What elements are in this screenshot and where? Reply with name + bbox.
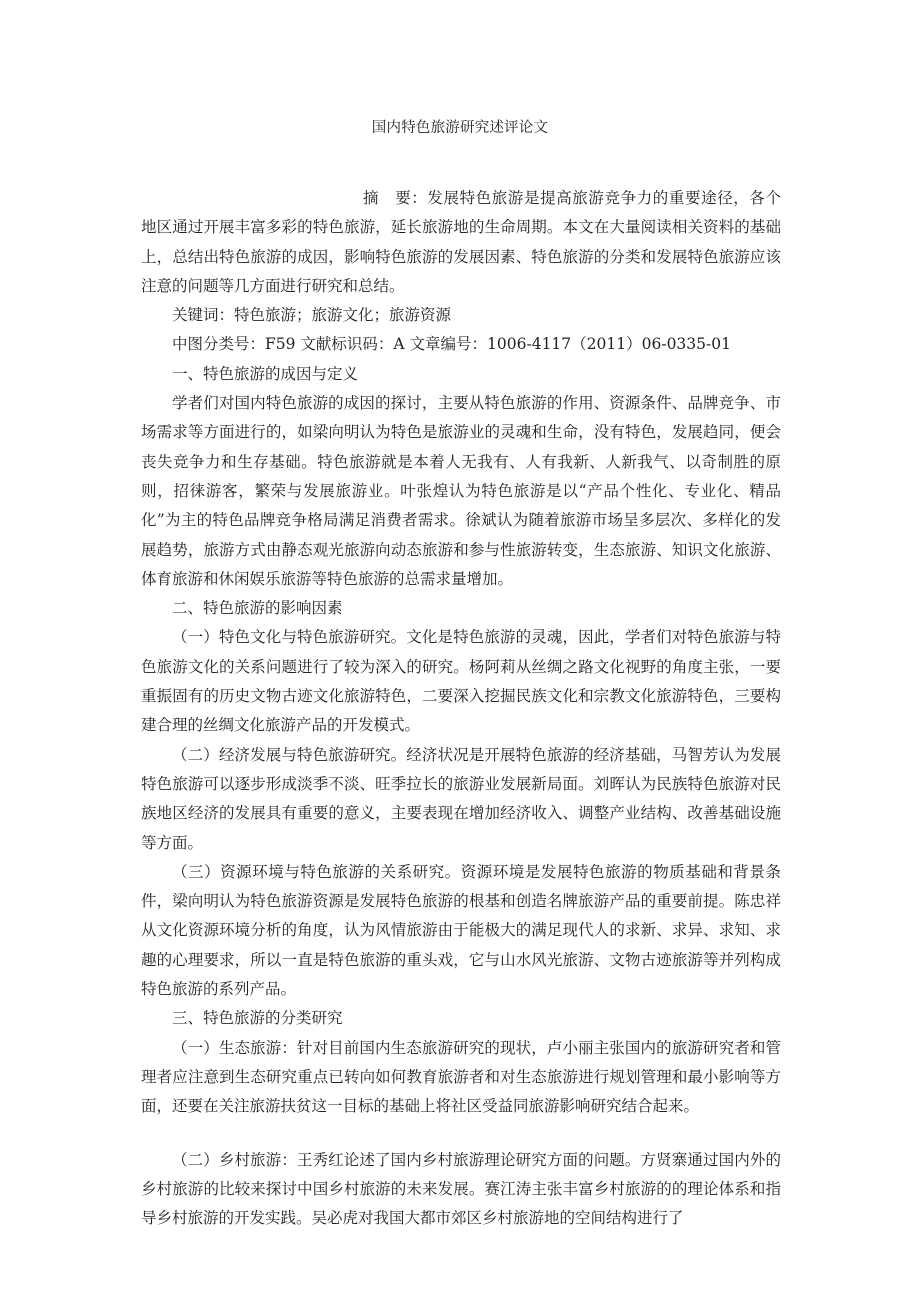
document-title: 国内特色旅游研究述评论文 (371, 120, 549, 136)
section-heading-2: 二、特色旅游的影响因素 (172, 599, 343, 618)
body-paragraph: （二）乡村旅游：王秀红论述了国内乡村旅游理论研究方面的问题。方贤寨通过国内外的乡村旅游的比较来探讨中国乡村旅游的未来发展。赛江涛主张丰富乡村旅游的的理论体系和指导乡村旅游的开发实践。吴必虎对我国大都市郊区乡村旅游地的空间结构进行了 (141, 1150, 781, 1228)
classification-line: 中图分类号：F59 文献标识码：A 文章编号：1006-4117（2011）06-0335-01 (172, 335, 731, 354)
body-paragraph: （一）特色文化与特色旅游研究。文化是特色旅游的灵魂，因此，学者们对特色旅游与特色旅游文化的关系问题进行了较为深入的研究。杨阿莉从丝绸之路文化视野的角度主张，一要重振固有的历史文物古迹文化旅游特色，二要深入挖掘民族文化和宗教文化旅游特色，三要构建合理的丝绸文化旅游产品的开发模式。 (141, 628, 781, 735)
section-heading-3: 三、特色旅游的分类研究 (172, 1009, 343, 1028)
abstract-paragraph: 摘 要：发展特色旅游是提高旅游竞争力的重要途径，各个地区通过开展丰富多彩的特色旅游，延长旅游地的生命周期。本文在大量阅读相关资料的基础上，总结出特色旅游的成因，影响特色旅游的发展因素、特色旅游的分类和发展特色旅游应该注意的问题等几方面进行研究和总结。 (141, 189, 781, 295)
body-paragraph: 学者们对国内特色旅游的成因的探讨，主要从特色旅游的作用、资源条件、品牌竞争、市场需求等方面进行的，如梁向明认为特色是旅游业的灵魂和生命，没有特色，发展趋同，便会丧失竞争力和生存基础。特色旅游就是本着人无我有、人有我新、人新我气、以奇制胜的原则，招徕游客，繁荣与发展旅游业。叶张煌认为特色旅游是以“产品个性化、专业化、精品化”为主的特色品牌竞争格局满足消费者需求。徐斌认为随着旅游市场呈多层次、多样化的发展趋势，旅游方式由静态观光旅游向动态旅游和参与性旅游转变，生态旅游、知识文化旅游、体育旅游和休闲娱乐旅游等特色旅游的总需求量增加。 (141, 394, 781, 588)
keywords-line: 关键词：特色旅游；旅游文化；旅游资源 (172, 306, 452, 325)
body-paragraph: （三）资源环境与特色旅游的关系研究。资源环境是发展特色旅游的物质基础和背景条件，梁向明认为特色旅游资源是发展特色旅游的根基和创造名牌旅游产品的重要前提。陈忠祥从文化资源环境分析的角度，认为风情旅游由于能极大的满足现代人的求新、求异、求知、求趣的心理要求，所以一直是特色旅游的重头戏，它与山水风光旅游、文物古迹旅游等并列构成特色旅游的系列产品。 (141, 862, 781, 999)
body-paragraph: （二）经济发展与特色旅游研究。经济状况是开展特色旅游的经济基础，马智芳认为发展特色旅游可以逐步形成淡季不淡、旺季拉长的旅游业发展新局面。刘晖认为民族特色旅游对民族地区经济的发展具有重要的意义，主要表现在增加经济收入、调整产业结构、改善基础设施等方面。 (141, 745, 781, 852)
document-body (141, 184, 781, 1233)
section-heading-1: 一、特色旅游的成因与定义 (172, 364, 359, 383)
body-paragraph: （一）生态旅游：针对目前国内生态旅游研究的现状，卢小丽主张国内的旅游研究者和管理者应注意到生态研究重点已转向如何教育旅游者和对生态旅游进行规划管理和最小影响等方面，还要在关注旅游扶贫这一目标的基础上将社区受益同旅游影响研究结合起来。 (141, 1038, 781, 1116)
